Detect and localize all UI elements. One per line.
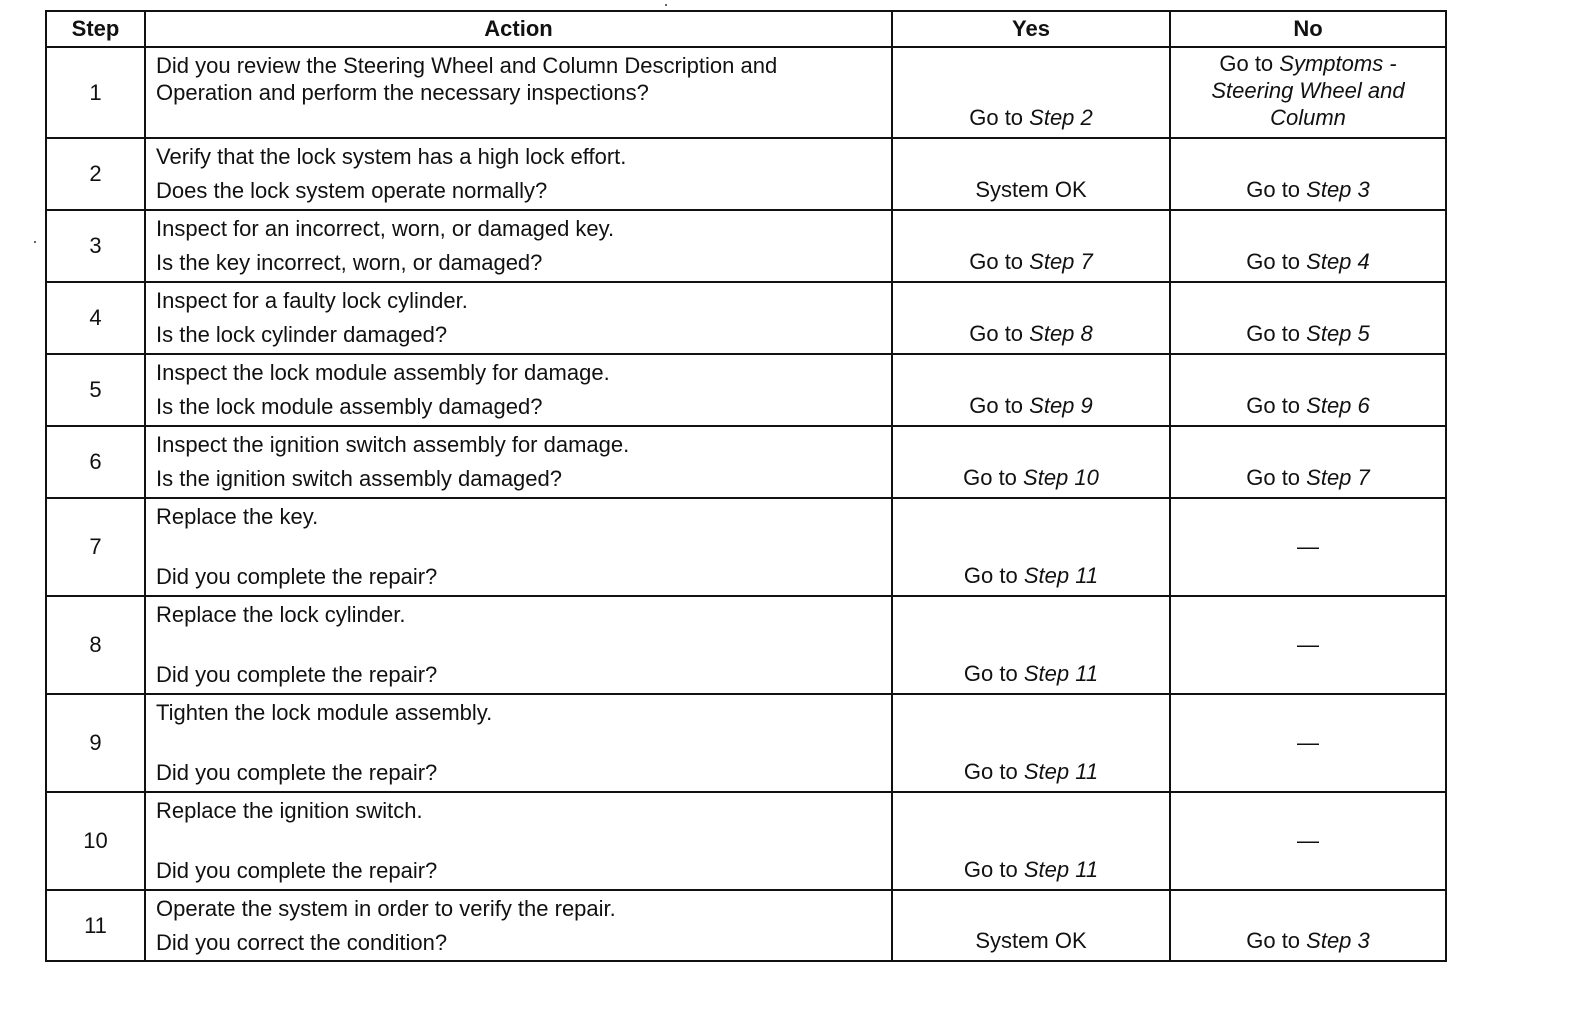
action-cell [145, 354, 892, 426]
action-cell [145, 890, 892, 961]
no-prefix: Go to [1246, 321, 1307, 346]
no-dash: — [1297, 534, 1319, 559]
table-row [46, 890, 1446, 961]
no-ref: Step 3 [1306, 177, 1370, 202]
no-prefix: Go to [1219, 51, 1280, 76]
no-prefix: Go to [1246, 249, 1307, 274]
yes-ref: Step 7 [1029, 249, 1093, 274]
table-row [46, 792, 1446, 890]
no-ref: Symptoms - Steering Wheel and Column [1211, 51, 1405, 130]
yes-ref: Step 11 [1023, 661, 1099, 686]
no-prefix: Go to [1246, 177, 1307, 202]
no-cell [1170, 792, 1446, 890]
yes-prefix: System OK [975, 177, 1087, 202]
table-row [46, 47, 1446, 138]
table-row [46, 596, 1446, 694]
yes-ref: Step 2 [1029, 105, 1093, 130]
header-yes: Yes [892, 11, 1170, 47]
yes-cell [892, 210, 1170, 282]
step-number: 3 [46, 210, 145, 282]
action-cell [145, 138, 892, 210]
no-cell [1170, 498, 1446, 596]
yes-ref: Step 8 [1029, 321, 1093, 346]
table-row [46, 426, 1446, 498]
yes-ref: Step 11 [1023, 563, 1099, 588]
step-number: 9 [46, 694, 145, 792]
action-line: Is the key incorrect, worn, or damaged? [156, 250, 543, 275]
yes-cell [892, 426, 1170, 498]
yes-prefix: Go to [969, 249, 1030, 274]
yes-ref: Step 9 [1029, 393, 1093, 418]
yes-prefix: Go to [963, 563, 1024, 588]
no-cell [1170, 47, 1446, 138]
no-dash: — [1297, 632, 1319, 657]
action-line: Did you complete the repair? [156, 760, 438, 785]
table-row [46, 138, 1446, 210]
no-cell [1170, 426, 1446, 498]
yes-ref: Step 11 [1023, 759, 1099, 784]
no-dash: — [1297, 828, 1319, 853]
action-line: Replace the ignition switch. [156, 798, 423, 823]
action-line: Did you complete the repair? [156, 858, 438, 883]
action-line: Did you complete the repair? [156, 662, 438, 687]
action-line: Inspect for an incorrect, worn, or damaged key. [156, 216, 615, 241]
yes-prefix: Go to [969, 393, 1030, 418]
step-number: 10 [46, 792, 145, 890]
action-cell [145, 210, 892, 282]
yes-cell [892, 890, 1170, 961]
yes-prefix: System OK [975, 928, 1087, 953]
action-line: Replace the lock cylinder. [156, 602, 406, 627]
table-row [46, 210, 1446, 282]
action-line: Inspect the ignition switch assembly for damage. [156, 432, 630, 457]
no-dash: — [1297, 730, 1319, 755]
yes-cell [892, 498, 1170, 596]
no-cell [1170, 694, 1446, 792]
header-action: Action [145, 11, 892, 47]
no-ref: Step 3 [1306, 928, 1370, 953]
yes-cell [892, 47, 1170, 138]
table-row [46, 498, 1446, 596]
diagnostic-table [45, 10, 1447, 962]
yes-prefix: Go to [963, 857, 1024, 882]
action-line: Operation and perform the necessary inspections? [156, 80, 649, 105]
action-cell [145, 282, 892, 354]
step-number: 5 [46, 354, 145, 426]
step-number: 2 [46, 138, 145, 210]
step-number: 6 [46, 426, 145, 498]
step-number: 4 [46, 282, 145, 354]
scan-speck [34, 241, 36, 243]
step-number: 11 [46, 890, 145, 961]
no-cell [1170, 890, 1446, 961]
action-line: Did you complete the repair? [156, 564, 438, 589]
action-line: Verify that the lock system has a high lock effort. [156, 144, 627, 169]
scan-speck [665, 4, 667, 6]
no-prefix: Go to [1246, 393, 1307, 418]
yes-ref: Step 10 [1023, 465, 1099, 490]
yes-cell [892, 596, 1170, 694]
header-no: No [1170, 11, 1446, 47]
step-number: 1 [46, 47, 145, 138]
action-line: Operate the system in order to verify the repair. [156, 896, 616, 921]
no-ref: Step 7 [1306, 465, 1370, 490]
yes-cell [892, 354, 1170, 426]
action-line: Is the lock module assembly damaged? [156, 394, 543, 419]
yes-prefix: Go to [963, 661, 1024, 686]
no-cell [1170, 138, 1446, 210]
no-ref: Step 4 [1306, 249, 1370, 274]
no-prefix: Go to [1246, 928, 1307, 953]
no-ref: Step 6 [1306, 393, 1370, 418]
yes-ref: Step 11 [1023, 857, 1099, 882]
table-row [46, 694, 1446, 792]
action-cell [145, 47, 892, 138]
step-number: 7 [46, 498, 145, 596]
action-cell [145, 498, 892, 596]
yes-cell [892, 792, 1170, 890]
table-header-row [46, 11, 1446, 47]
header-step: Step [46, 11, 145, 47]
action-cell [145, 426, 892, 498]
action-line: Is the lock cylinder damaged? [156, 322, 448, 347]
yes-prefix: Go to [969, 105, 1030, 130]
action-cell [145, 694, 892, 792]
diagnostic-table-container [45, 10, 1445, 962]
yes-cell [892, 694, 1170, 792]
yes-prefix: Go to [963, 759, 1024, 784]
action-cell [145, 596, 892, 694]
action-line: Inspect for a faulty lock cylinder. [156, 288, 468, 313]
no-cell [1170, 596, 1446, 694]
no-prefix: Go to [1246, 465, 1307, 490]
yes-cell [892, 138, 1170, 210]
yes-prefix: Go to [969, 321, 1030, 346]
table-row [46, 354, 1446, 426]
no-ref: Step 5 [1306, 321, 1370, 346]
no-cell [1170, 354, 1446, 426]
yes-prefix: Go to [963, 465, 1024, 490]
no-cell [1170, 210, 1446, 282]
action-line: Inspect the lock module assembly for damage. [156, 360, 610, 385]
action-cell [145, 792, 892, 890]
action-line: Does the lock system operate normally? [156, 178, 548, 203]
action-line: Replace the key. [156, 504, 319, 529]
action-line: Did you correct the condition? [156, 930, 448, 955]
action-line: Is the ignition switch assembly damaged? [156, 466, 562, 491]
no-cell [1170, 282, 1446, 354]
action-line: Did you review the Steering Wheel and Column Description and [156, 53, 778, 78]
yes-cell [892, 282, 1170, 354]
step-number: 8 [46, 596, 145, 694]
action-line: Tighten the lock module assembly. [156, 700, 493, 725]
table-row [46, 282, 1446, 354]
